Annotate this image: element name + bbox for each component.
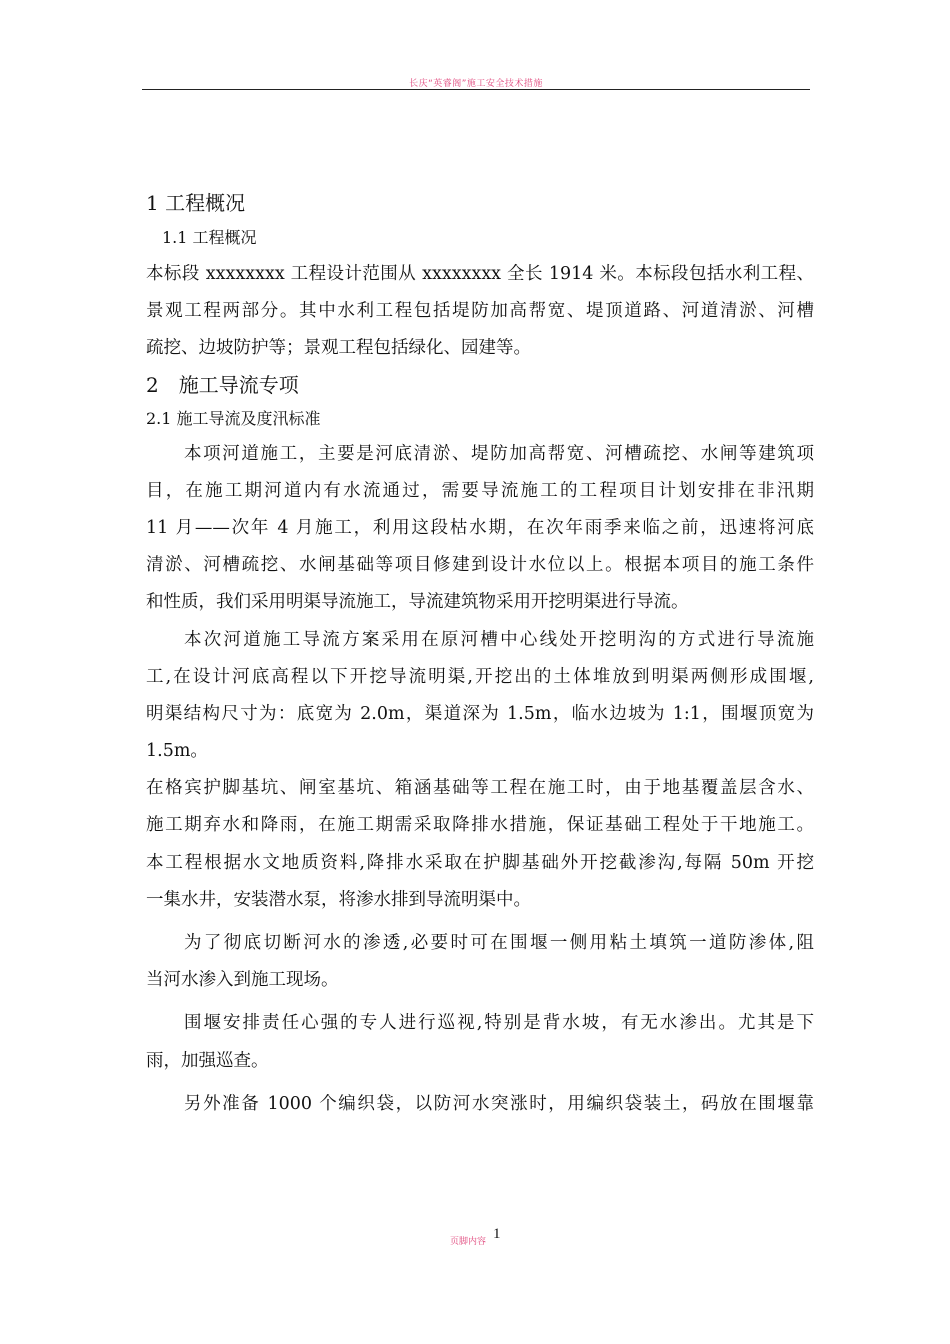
- paragraph-line: 11 月——次年 4 月施工，利用这段枯水期，在次年雨季来临之前，迅速将河底: [146, 517, 814, 538]
- paragraph-line: 本工程根据水文地质资料,降排水采取在护脚基础外开挖截渗沟,每隔 50m 开挖: [146, 852, 814, 873]
- paragraph-line: 疏挖、边坡防护等；景观工程包括绿化、园建等。: [146, 338, 531, 359]
- paragraph-line: 本标段 xxxxxxxx 工程设计范围从 xxxxxxxx 全长 1914 米。本标段包括水利工程、: [146, 264, 814, 284]
- paragraph-line: 目，在施工期河道内有水流通过，需要导流施工的工程项目计划安排在非汛期: [146, 480, 814, 501]
- paragraph-line: 一集水井，安装潜水泵，将渗水排到导流明渠中。: [146, 889, 531, 910]
- paragraph-line: 围堰安排责任心强的专人进行巡视,特别是背水坡，有无水渗出。尤其是下: [184, 1013, 814, 1034]
- paragraph-line: 1.5m。: [146, 741, 208, 762]
- paragraph-line: 雨，加强巡查。: [146, 1050, 269, 1071]
- page-footer: 页脚内容: [450, 1237, 487, 1247]
- header-rule: [142, 89, 810, 90]
- section-1-1-heading: 1.1 工程概况: [162, 228, 257, 247]
- section-2-1-heading: 2.1 施工导流及度汛标准: [146, 408, 321, 428]
- paragraph-line: 明渠结构尺寸为：底宽为 2.0m，渠道深为 1.5m，临水边坡为 1:1，围堰顶宽为: [146, 703, 814, 724]
- paragraph-line: 景观工程两部分。其中水利工程包括堤防加高帮宽、堤顶道路、河道清淤、河槽: [146, 301, 814, 322]
- section-1-heading: 1 工程概况: [146, 191, 246, 215]
- page-number: 1: [493, 1226, 501, 1242]
- section-2-heading: 2 施工导流专项: [146, 372, 299, 397]
- document-body: [146, 186, 814, 1123]
- page-header: 长庆“英睿阁”施工安全技术措施: [409, 79, 543, 89]
- paragraph-line: 在格宾护脚基坑、闸室基坑、箱涵基础等工程在施工时，由于地基覆盖层含水、: [146, 778, 814, 799]
- paragraph-line: 工,在设计河底高程以下开挖导流明渠,开挖出的土体堆放到明渠两侧形成围堰,: [146, 666, 814, 687]
- paragraph-line: 当河水渗入到施工现场。: [146, 970, 339, 991]
- paragraph-line: 另外准备 1000 个编织袋，以防河水突涨时，用编织袋装土，码放在围堰靠: [184, 1093, 814, 1114]
- paragraph-line: 清淤、河槽疏挖、水闸基础等项目修建到设计水位以上。根据本项目的施工条件: [146, 555, 814, 576]
- paragraph-line: 本项河道施工，主要是河底清淤、堤防加高帮宽、河槽疏挖、水闸等建筑项: [184, 443, 814, 464]
- paragraph-line: 和性质，我们采用明渠导流施工，导流建筑物采用开挖明渠进行导流。: [146, 592, 689, 613]
- paragraph-line: 本次河道施工导流方案采用在原河槽中心线处开挖明沟的方式进行导流施: [184, 629, 814, 650]
- paragraph-line: 施工期弃水和降雨，在施工期需采取降排水措施，保证基础工程处于干地施工。: [146, 815, 814, 836]
- paragraph-line: 为了彻底切断河水的渗透,必要时可在围堰一侧用粘土填筑一道防渗体,阻: [184, 933, 814, 953]
